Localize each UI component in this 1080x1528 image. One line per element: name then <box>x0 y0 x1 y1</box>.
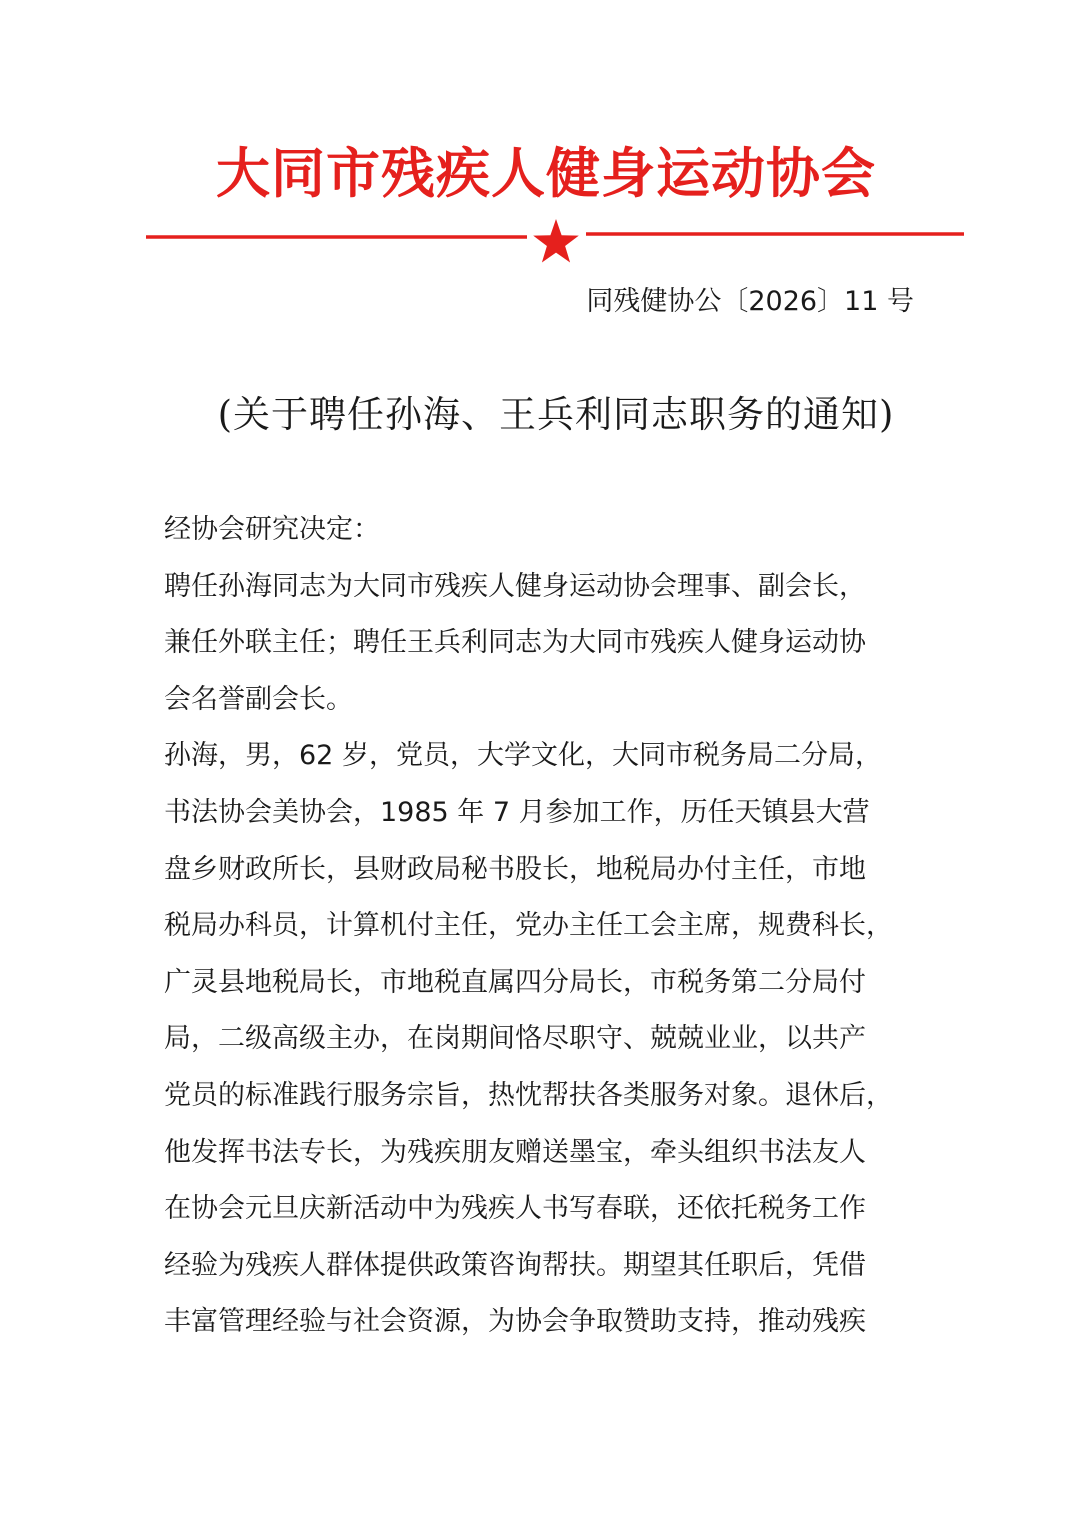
body-line: 兼任外联主任；聘任王兵利同志为大同市残疾人健身运动协 <box>164 627 866 659</box>
organization-title: 大同市残疾人健身运动协会 <box>216 142 876 205</box>
body-line: 在协会元旦庆新活动中为残疾人书写春联，还依托税务工作 <box>164 1193 866 1225</box>
notice-title: (关于聘任孙海、王兵利同志职务的通知) <box>217 393 895 436</box>
body-line: 会名誉副会长。 <box>164 683 353 715</box>
document-number: 同残健协公〔2026〕11 号 <box>586 286 914 317</box>
body-line: 局，二级高级主办，在岗期间恪尽职守、兢兢业业，以共产 <box>164 1023 866 1055</box>
body-line: 盘乡财政所长，县财政局秘书股长，地税局办付主任，市地 <box>164 853 866 885</box>
body-line: 税局办科员，计算机付主任，党办主任工会主席，规费科长， <box>164 910 893 942</box>
body-line: 党员的标准践行服务宗旨，热忱帮扶各类服务对象。退休后， <box>164 1079 893 1111</box>
body-line: 经验为残疾人群体提供政策咨询帮扶。期望其任职后，凭借 <box>164 1249 866 1281</box>
body-line: 丰富管理经验与社会资源，为协会争取赞助支持，推动残疾 <box>164 1306 866 1338</box>
header-divider <box>0 208 1080 268</box>
body-line: 广灵县地税局长，市地税直属四分局长，市税务第二分局付 <box>164 966 866 998</box>
body-line: 书法协会美协会，1985 年 7 月参加工作，历任天镇县大营 <box>164 796 870 828</box>
body-line: 孙海，男，62 岁，党员，大学文化，大同市税务局二分局， <box>164 740 882 772</box>
body-line: 聘任孙海同志为大同市残疾人健身运动协会理事、副会长， <box>164 570 866 602</box>
body-line: 经协会研究决定： <box>164 514 380 545</box>
star-icon <box>533 219 579 263</box>
notice-body <box>164 502 924 1351</box>
body-line: 他发挥书法专长，为残疾朋友赠送墨宝，牵头组织书法友人 <box>164 1136 866 1168</box>
